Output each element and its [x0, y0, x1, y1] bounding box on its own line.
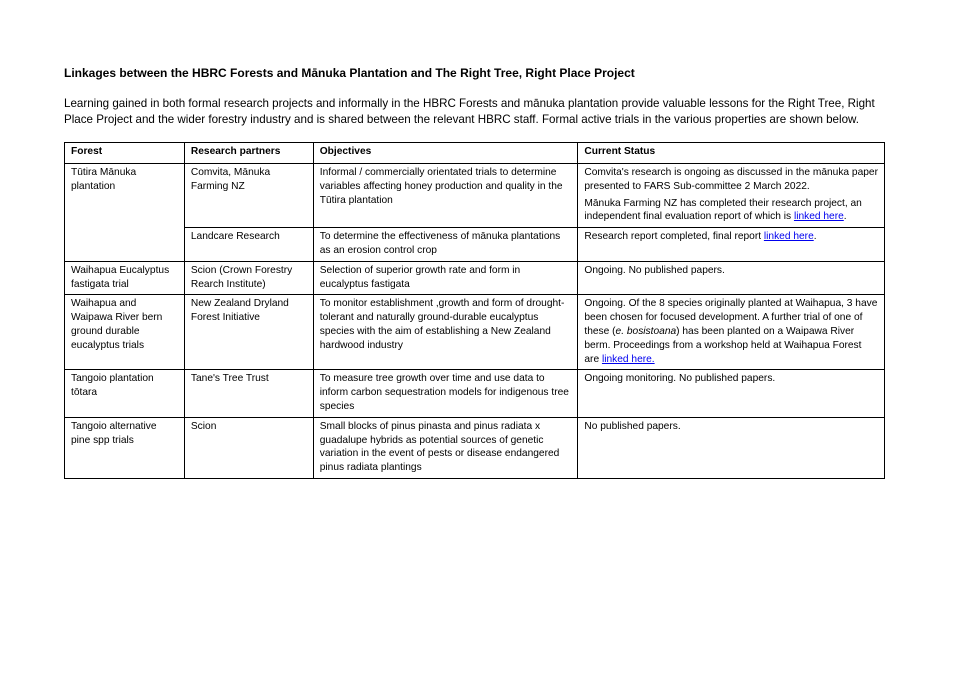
partners-cell: Landcare Research — [184, 228, 313, 262]
header-research-partners: Research partners — [184, 143, 313, 164]
status-cell: No published papers. — [578, 417, 885, 478]
table-row — [65, 228, 885, 262]
forest-cell: Waihapua and Waipawa River bern ground durable eucalyptus trials — [65, 295, 185, 370]
table-row — [65, 417, 885, 478]
status-text-end: . — [843, 211, 847, 223]
species-name: e. bosistoana — [615, 325, 677, 337]
partners-cell: Tane's Tree Trust — [184, 370, 313, 417]
status-cell — [578, 295, 885, 370]
objectives-cell: Informal / commercially orientated trials to determine variables affecting honey production and quality in the Tūtira plantation — [313, 164, 578, 228]
trials-table — [64, 142, 885, 479]
status-paragraph — [584, 197, 878, 225]
partners-cell: Scion — [184, 417, 313, 478]
header-forest: Forest — [65, 143, 185, 164]
partners-cell: Comvita, Mānuka Farming NZ — [184, 164, 313, 228]
header-current-status: Current Status — [578, 143, 885, 164]
objectives-cell: To measure tree growth over time and use data to inform carbon sequestration models for indigenous tree species — [313, 370, 578, 417]
partners-cell: New Zealand Dryland Forest Initiative — [184, 295, 313, 370]
status-paragraph: Comvita's research is ongoing as discussed in the mānuka paper presented to FARS Sub-committee 2 March 2022. — [584, 167, 878, 192]
status-text: ) has been planted on a Waipawa River berm. Proceedings from a workshop held at Waihapua Forest are — [584, 325, 862, 365]
objectives-cell: To determine the effectiveness of mānuka plantations as an erosion control crop — [313, 228, 578, 262]
evaluation-report-link[interactable]: linked here — [793, 211, 844, 223]
status-cell — [578, 164, 885, 228]
objectives-cell: To monitor establishment ,growth and form of drought-tolerant and naturally ground-durable eucalyptus species with the aim of establishing a New Zealand hardwood industry — [313, 295, 578, 370]
table-header-row — [65, 143, 885, 164]
forest-cell: Tūtira Mānuka plantation — [65, 164, 185, 262]
page-title: Linkages between the HBRC Forests and Mānuka Plantation and The Right Tree, Right Place Project — [64, 66, 635, 80]
status-text: Ongoing. Of the 8 species originally planted at Waihapua, 3 have been chosen for focused development. A further trial of one of these ( — [584, 298, 878, 337]
partners-cell: Scion (Crown Forestry Rearch Institute) — [184, 261, 313, 295]
table-row — [65, 261, 885, 295]
header-objectives: Objectives — [313, 143, 578, 164]
status-cell: Ongoing monitoring. No published papers. — [578, 370, 885, 417]
forest-cell: Waihapua Eucalyptus fastigata trial — [65, 261, 185, 295]
forest-cell: Tangoio plantation tōtara — [65, 370, 185, 417]
objectives-cell: Small blocks of pinus pinasta and pinus radiata x guadalupe hybrids as potential sources of genetic variation in the event of pests or disease endangered pinus radiata plantings — [313, 417, 578, 478]
status-text-end: . — [813, 231, 817, 243]
table-row — [65, 164, 885, 228]
table-row — [65, 295, 885, 370]
final-report-link[interactable]: linked here — [763, 231, 814, 243]
forest-cell: Tangoio alternative pine spp trials — [65, 417, 185, 478]
objectives-cell: Selection of superior growth rate and form in eucalyptus fastigata — [313, 261, 578, 295]
status-text: Research report completed, final report — [584, 231, 764, 243]
status-cell — [578, 228, 885, 262]
status-text: Mānuka Farming NZ has completed their research project, an independent final evaluation report of which is — [584, 197, 862, 223]
workshop-proceedings-link[interactable]: linked here. — [601, 353, 655, 365]
intro-paragraph: Learning gained in both formal research projects and informally in the HBRC Forests and mānuka plantation provide valuable lessons for the Right Tree, Right Place Project and the wider forestry industry and is shared between the relevant HBRC staff. Formal active trials in the various properties are shown below. — [64, 97, 875, 126]
status-cell: Ongoing. No published papers. — [578, 261, 885, 295]
table-row — [65, 370, 885, 417]
